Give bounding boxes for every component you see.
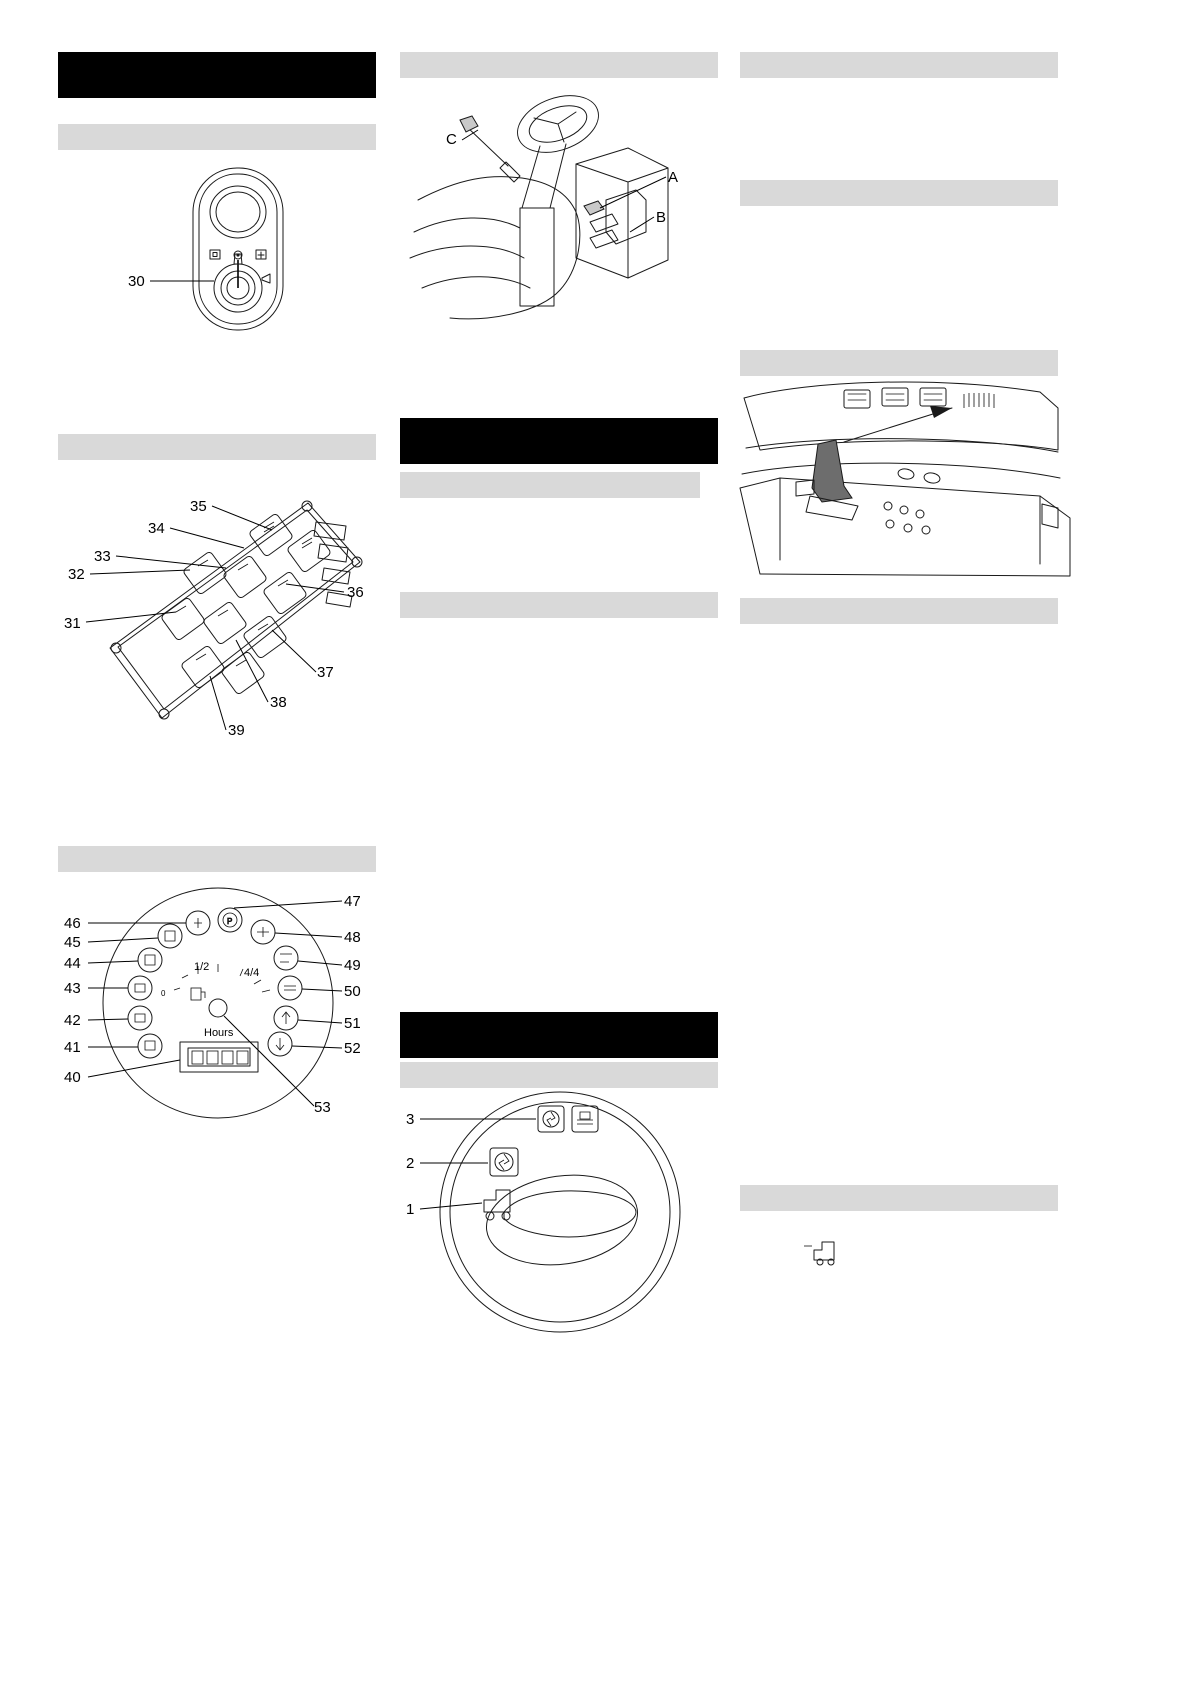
callout-49: 49: [344, 957, 361, 974]
left-column: [58, 0, 376, 1685]
callout-45: 45: [64, 934, 81, 951]
section-heading-black-mid-2: [400, 1012, 718, 1058]
callout-3: 3: [406, 1111, 415, 1128]
section-heading-grey-left-2: [58, 434, 376, 460]
callout-48: 48: [344, 929, 361, 946]
callout-32: 32: [68, 566, 85, 583]
callout-30: 30: [128, 273, 145, 290]
section-heading-grey-mid-3: [400, 592, 718, 618]
lamp-icon-45: [158, 924, 182, 948]
right-column: [740, 0, 1058, 1685]
lamp-icon-41: [138, 1034, 162, 1058]
section-heading-grey-left-3: [58, 846, 376, 872]
figure-rotary-program-switch: [400, 1090, 718, 1340]
section-heading-black-mid-1: [400, 418, 718, 464]
callout-42: 42: [64, 1012, 81, 1029]
callout-31: 31: [64, 615, 81, 632]
callout-C: C: [446, 131, 457, 148]
section-heading-grey-right-3: [740, 350, 1058, 376]
switch-icon-2: [490, 1148, 518, 1176]
hours-label: Hours: [204, 1027, 234, 1039]
lamp-icon-50: [278, 976, 302, 1000]
inline-transport-mode-icon: [802, 1228, 862, 1268]
figure-ignition-key-switch: [58, 160, 376, 360]
callout-38: 38: [270, 694, 287, 711]
figure-hopper-lever: [740, 378, 1070, 588]
figure-operator-keypad: [58, 470, 388, 770]
callout-41: 41: [64, 1039, 81, 1056]
callout-40: 40: [64, 1069, 81, 1086]
callout-52: 52: [344, 1040, 361, 1057]
callout-51: 51: [344, 1015, 361, 1032]
callout-37: 37: [317, 664, 334, 681]
callout-47: 47: [344, 893, 361, 910]
section-heading-grey-mid-1: [400, 52, 718, 78]
section-heading-black-left-1: [58, 52, 376, 98]
callout-53: 53: [314, 1099, 331, 1116]
section-heading-grey-left-1: [58, 124, 376, 150]
svg-text:P: P: [227, 917, 233, 926]
callout-2: 2: [406, 1155, 415, 1172]
switch-icon-1: [484, 1190, 510, 1220]
lamp-icon-42: [128, 1006, 152, 1030]
callout-43: 43: [64, 980, 81, 997]
callout-A: A: [668, 169, 679, 186]
figure-steering-column: [400, 82, 730, 342]
section-heading-grey-right-2: [740, 180, 1058, 206]
callout-35: 35: [190, 498, 207, 515]
callout-1: 1: [406, 1201, 415, 1218]
lamp-icon-49: [274, 946, 298, 970]
switch-icon-3: [538, 1106, 598, 1132]
callout-44: 44: [64, 955, 81, 972]
callout-33: 33: [94, 548, 111, 565]
fuel-scale-half: 1/2: [194, 961, 210, 973]
section-heading-grey-right-5: [740, 1185, 1058, 1211]
lamp-icon-43: [128, 976, 152, 1000]
callout-39: 39: [228, 722, 245, 739]
callout-46: 46: [64, 915, 81, 932]
section-heading-grey-mid-2: [400, 472, 700, 498]
section-heading-grey-right-4: [740, 598, 1058, 624]
lamp-icon-44: [138, 948, 162, 972]
callout-34: 34: [148, 520, 165, 537]
callout-B: B: [656, 209, 667, 226]
section-heading-grey-right-1: [740, 52, 1058, 78]
fuel-scale-0: 0: [161, 989, 166, 998]
callout-36: 36: [347, 584, 364, 601]
section-heading-grey-mid-4: [400, 1062, 718, 1088]
figure-instrument-cluster: [58, 878, 388, 1128]
fuel-scale-full: 4/4: [244, 967, 260, 979]
middle-column: [400, 0, 718, 1685]
callout-50: 50: [344, 983, 361, 1000]
